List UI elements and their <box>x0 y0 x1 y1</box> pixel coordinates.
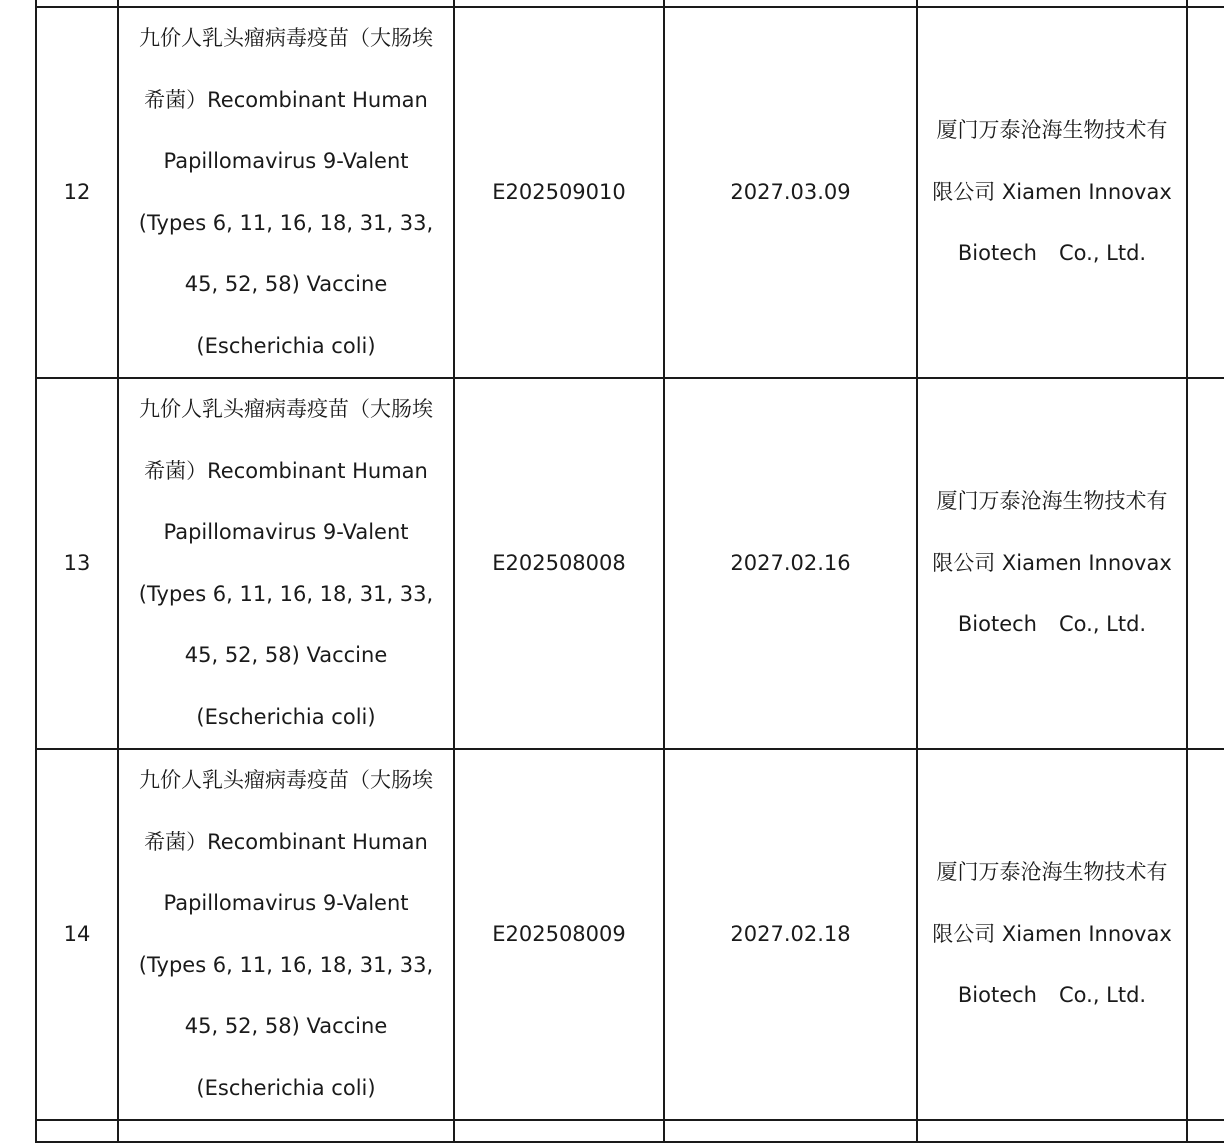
vaccine-batch-table <box>35 0 1224 1143</box>
manufacturer-word: Co., Ltd. <box>1059 983 1147 1008</box>
expiry-date-cell: 2027.02.18 <box>664 749 917 1120</box>
table-row <box>36 7 1224 378</box>
manufacturer-cell <box>917 7 1187 378</box>
manufacturer-line: 限公司 Xiamen Innovax <box>932 179 1172 204</box>
row-index-cell: 12 <box>36 7 118 378</box>
batch-number-cell: E202509010 <box>454 7 664 378</box>
manufacturer-word: Co., Ltd. <box>1059 241 1147 266</box>
vaccine-name-line: Papillomavirus 9-Valent <box>163 891 409 915</box>
manufacturer-line <box>918 223 1186 285</box>
extra-column-cell <box>1187 7 1224 378</box>
table-row-partial-top <box>36 0 1224 7</box>
extra-column-cell <box>1187 378 1224 749</box>
manufacturer-word: Co., Ltd. <box>1059 612 1147 637</box>
vaccine-name-line: 希菌）Recombinant Human <box>144 829 428 854</box>
vaccine-name-cell <box>118 378 454 749</box>
manufacturer-word: Biotech <box>957 241 1037 266</box>
vaccine-name-line: 45, 52, 58) Vaccine <box>184 272 388 296</box>
manufacturer-cell <box>917 378 1187 749</box>
manufacturer-line: 厦门万泰沧海生物技术有 <box>936 118 1168 143</box>
vaccine-name-line: (Escherichia coli) <box>196 333 376 358</box>
vaccine-name-line: 希菌）Recombinant Human <box>144 87 428 112</box>
extra-column-cell <box>1187 749 1224 1120</box>
batch-number-cell: E202508008 <box>454 378 664 749</box>
manufacturer-line: 限公司 Xiamen Innovax <box>932 550 1172 575</box>
vaccine-name-line: Papillomavirus 9-Valent <box>163 520 409 544</box>
vaccine-name-line: (Types 6, 11, 16, 18, 31, 33, <box>138 210 434 235</box>
vaccine-name-line: 九价人乳头瘤病毒疫苗（大肠埃 <box>139 26 433 50</box>
table-row <box>36 749 1224 1120</box>
vaccine-name-line: (Escherichia coli) <box>196 704 376 729</box>
manufacturer-line: 厦门万泰沧海生物技术有 <box>936 489 1168 514</box>
manufacturer-word: Biotech <box>957 612 1037 637</box>
manufacturer-cell <box>917 749 1187 1120</box>
manufacturer-line: 厦门万泰沧海生物技术有 <box>936 860 1168 885</box>
manufacturer-line <box>918 594 1186 656</box>
manufacturer-line <box>918 965 1186 1027</box>
vaccine-name-line: 九价人乳头瘤病毒疫苗（大肠埃 <box>139 768 433 792</box>
row-index-cell: 13 <box>36 378 118 749</box>
vaccine-name-cell <box>118 7 454 378</box>
table-row <box>36 378 1224 749</box>
vaccine-name-line: Papillomavirus 9-Valent <box>163 149 409 173</box>
vaccine-name-line: 希菌）Recombinant Human <box>144 458 428 483</box>
vaccine-name-line: 九价人乳头瘤病毒疫苗（大肠埃 <box>139 397 433 421</box>
vaccine-name-cell <box>118 749 454 1120</box>
row-index-cell: 14 <box>36 749 118 1120</box>
table-row-partial-bottom <box>36 1120 1224 1142</box>
vaccine-name-line: (Types 6, 11, 16, 18, 31, 33, <box>138 952 434 977</box>
batch-number-cell: E202508009 <box>454 749 664 1120</box>
expiry-date-cell: 2027.03.09 <box>664 7 917 378</box>
vaccine-name-line: 45, 52, 58) Vaccine <box>184 1014 388 1038</box>
expiry-date-cell: 2027.02.16 <box>664 378 917 749</box>
vaccine-name-line: 45, 52, 58) Vaccine <box>184 643 388 667</box>
manufacturer-word: Biotech <box>957 983 1037 1008</box>
vaccine-name-line: (Types 6, 11, 16, 18, 31, 33, <box>138 581 434 606</box>
manufacturer-line: 限公司 Xiamen Innovax <box>932 921 1172 946</box>
vaccine-name-line: (Escherichia coli) <box>196 1075 376 1100</box>
